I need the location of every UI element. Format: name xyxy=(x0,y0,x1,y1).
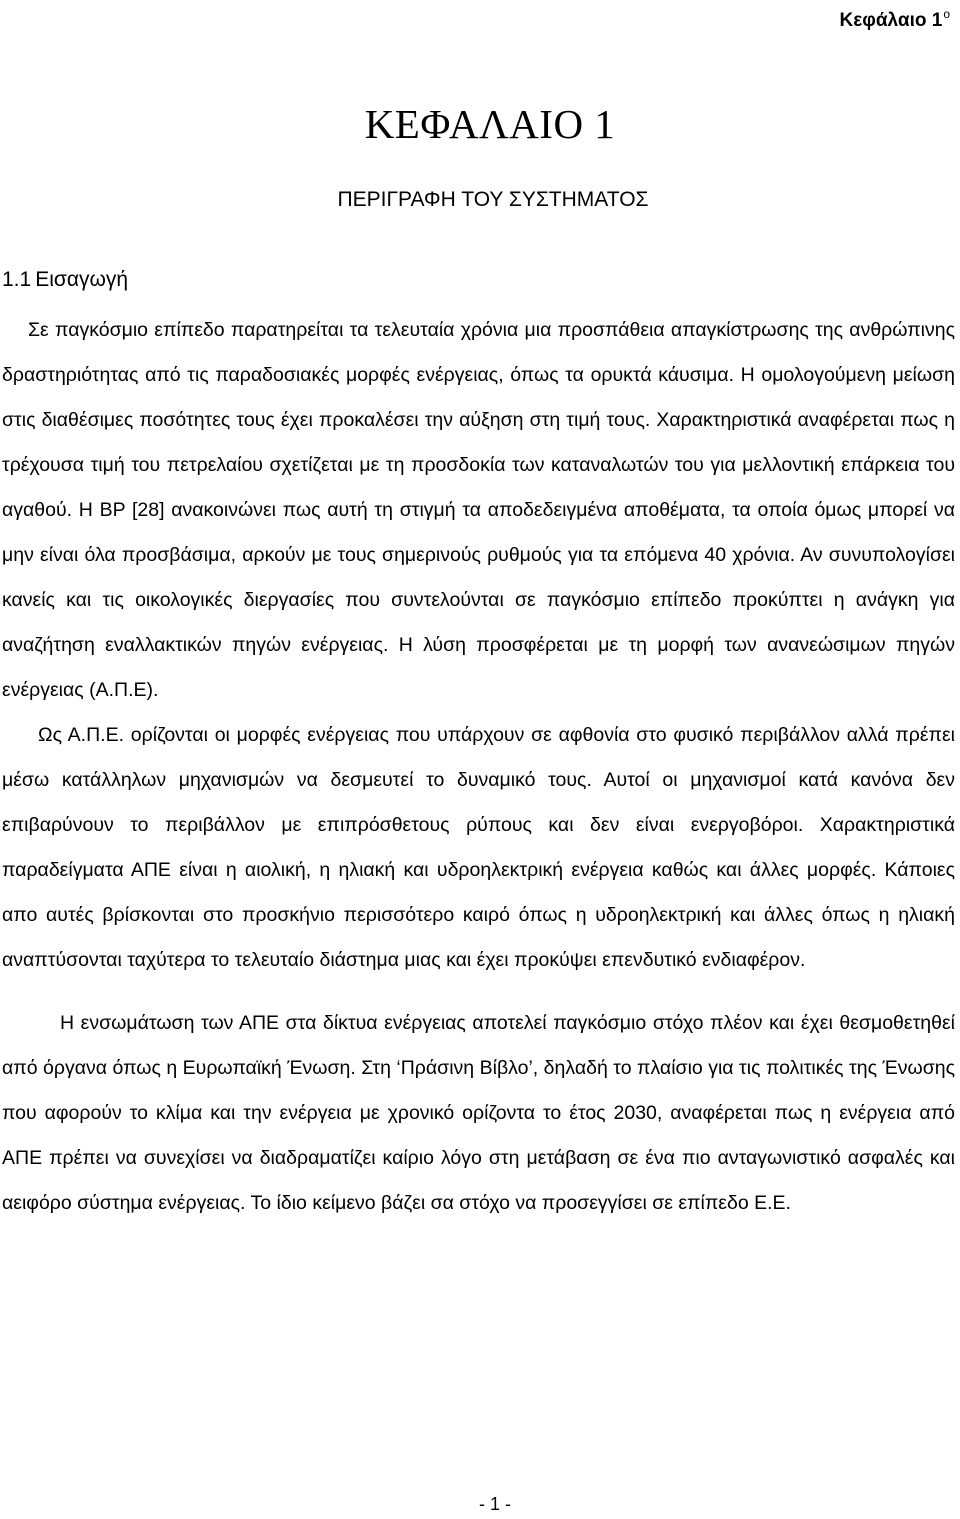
running-header-title: Κεφάλαιο 1 xyxy=(839,10,943,31)
paragraph-renewables-definition: Ως Α.Π.Ε. ορίζονται οι μορφές ενέργειας που υπάρχουν σε αφθονία στο φυσικό περιβάλλον αλλά πρέπει μέσω κατάλληλων μηχανισμών να δεσμευτεί το δυναμικό τους. Αυτοί οι μηχανισμοί κατά κανόνα δεν επιβαρύνουν το περιβάλλον με επιπρόσθετους ρύπους και δεν είναι ενεργοβόροι. Χαρακτηριστικά παραδείγματα ΑΠΕ είναι η αιολική, η ηλιακή και υδροηλεκτρική ενέργεια καθώς και άλλες μορφές. Κάποιες απο αυτές βρίσκονται στο προσκήνιο περισσότερο καιρό όπως η υδροηλεκτρική και άλλες όπως η ηλιακή αναπτύσονται ταχύτερα το τελευταίο διάστημα μιας και έχει προκύψει επενδυτικό ενδιαφέρον. xyxy=(2,724,955,971)
body-text xyxy=(2,308,955,1226)
chapter-subtitle: ΠΕΡΙΓΡΑΦΗ ΤΟΥ ΣΥΣΤΗΜΑΤΟΣ xyxy=(337,188,649,211)
paragraph-introduction: Σε παγκόσμιο επίπεδο παρατηρείται τα τελευταία χρόνια μια προσπάθεια απαγκίστρωσης της ανθρώπινης δραστηριότητας από τις παραδοσιακές μορφές ενέργειας, όπως τα ορυκτά κάυσιμα. Η ομολογούμενη μείωση στις διαθέσιμες ποσότητες τους έχει προκαλέσει την αύξηση στη τιμή τους. Χαρακτηριστικά αναφέρεται πως η τρέχουσα τιμή του πετρελαίου σχετίζεται με τη προσδοκία των καταναλωτών του για μελλοντική επάρκεια του αγαθού. Η BP [28] ανακοινώνει πως αυτή τη στιγμή τα αποδεδειγμένα αποθέματα, τα οποία όμως μπορεί να μην είναι όλα προσβάσιμα, αρκούν με τους σημερινούς ρυθμούς για τα επόμενα 40 χρόνια. Αν συνυπολογίσει κανείς και τις οικολογικές διεργασίες που συντελούνται σε παγκόσμιο επίπεδο προκύπτει η ανάγκη για αναζήτηση εναλλακτικών πηγών ενέργειας. Η λύση προσφέρεται με τη μορφή των ανανεώσιμων πηγών ενέργειας (Α.Π.Ε). xyxy=(2,319,955,701)
running-header xyxy=(840,2,950,33)
chapter-title: ΚΕΦΑΛΑΙΟ 1 xyxy=(364,101,616,147)
section-number: 1.1 xyxy=(2,268,32,291)
page-number: - 1 - xyxy=(478,1494,511,1514)
section-title: Εισαγωγή xyxy=(35,268,129,291)
running-header-superscript: ο xyxy=(943,7,950,21)
section-heading xyxy=(2,266,128,294)
paragraph-eu-policy: Η ενσωμάτωση των ΑΠΕ στα δίκτυα ενέργειας αποτελεί παγκόσμιο στόχο πλέον και έχει θεσμοθετηθεί από όργανα όπως η Ευρωπαϊκή Ένωση. Στη ‘Πράσινη Βίβλο’, δηλαδή το πλαίσιο για τις πολιτικές της Ένωσης που αφορούν το κλίμα και την ενέργεια με χρονικό ορίζοντα το έτος 2030, αναφέρεται πως η ενέργεια από ΑΠΕ πρέπει να συνεχίσει να διαδραματίζει καίριο λόγο στη μετάβαση σε ένα πιο ανταγωνιστικό ασφαλές και αειφόρο σύστημα ενέργειας. Το ίδιο κείμενο βάζει σα στόχο να προσεγγίσει σε επίπεδο Ε.Ε. xyxy=(2,1012,955,1214)
